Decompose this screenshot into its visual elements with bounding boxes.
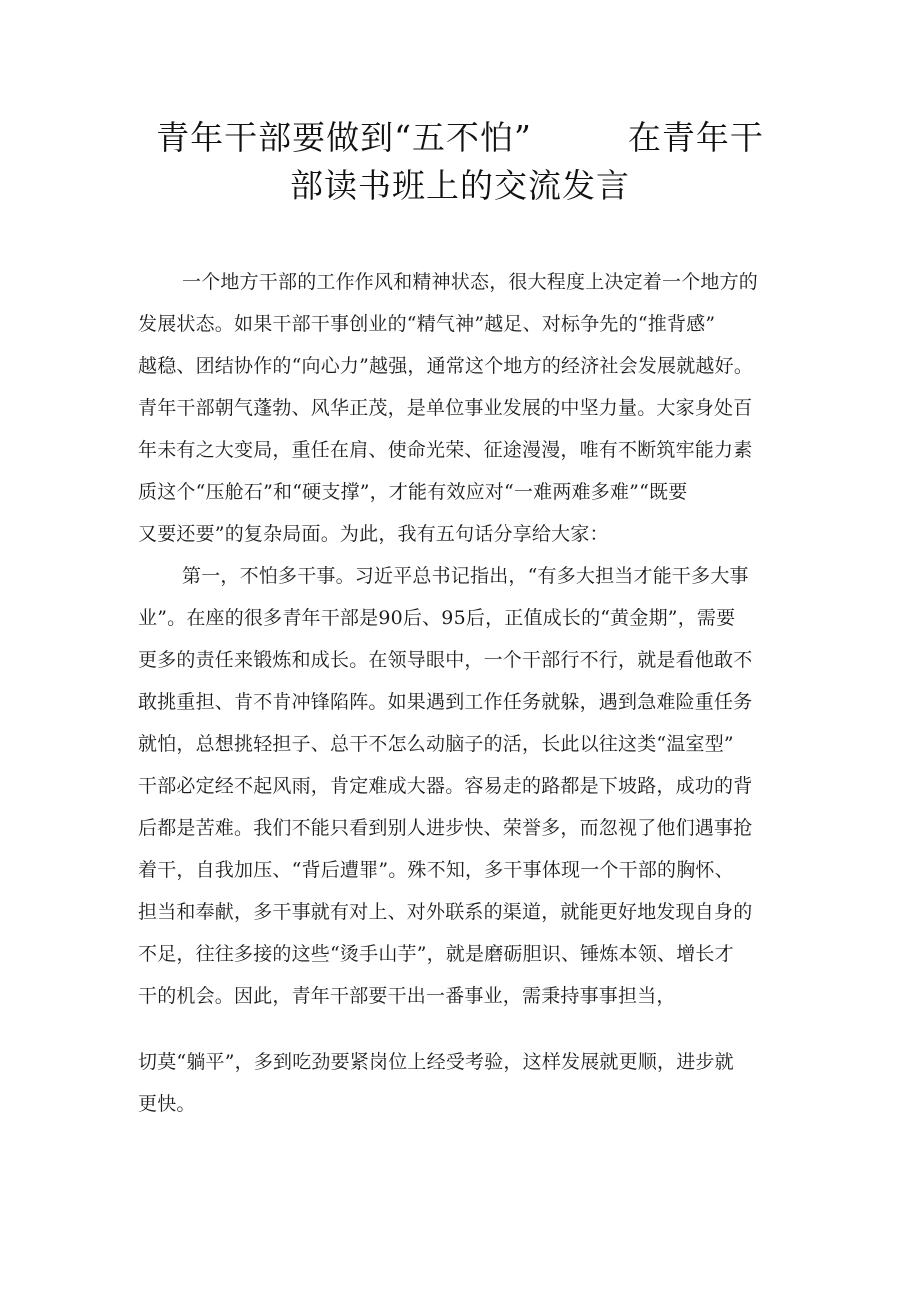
paragraph-line: 不足，往往多接的这些“烫手山芋”，就是磨砺胆识、锤炼本领、增长才 [138,943,734,965]
paragraph-line: 担当和奉献，多干事就有对上、对外联系的渠道，就能更好地发现自身的 [138,901,753,923]
paragraph-line: 更多的责任来锻炼和成长。在领导眼中，一个干部行不行，就是看他敢不 [138,649,753,671]
paragraph-line: 切莫“躺平”，多到吃劲要紧岗位上经受考验，这样发展就更顺，进步就 [138,1051,734,1073]
paragraph-line: 更快。 [138,1093,196,1115]
paragraph-line: 质这个“压舱石”和“硬支撑”，才能有效应对“一难两难多难”“既要 [138,481,688,503]
paragraph-line: 干的机会。因此，青年干部要干出一番事业，需秉持事事担当， [138,985,676,1007]
paragraph-line: 又要还要”的复杂局面。为此，我有五句话分享给大家： [138,523,609,545]
paragraph-line: 敢挑重担、肯不肯冲锋陷阵。如果遇到工作任务就躲，遇到急难险重任务 [138,691,753,713]
paragraph-line: 发展状态。如果干部干事创业的“精气神”越足、对标争先的“推背感” [138,313,716,335]
title-part-b: 在青年干 [627,118,764,157]
paragraph-line: 就怕，总想挑轻担子、总干不怎么动脑子的活，长此以往这类“温室型” [138,733,734,755]
document-title-line-2: 部读书班上的交流发言 [290,166,630,205]
paragraph-line: 一个地方干部的工作作风和精神状态，很大程度上决定着一个地方的 [182,271,759,293]
paragraph-line: 第一，不怕多干事。习近平总书记指出，“有多大担当才能干多大事 [182,565,749,587]
document-title-line-1 [0,118,920,158]
paragraph-line: 业”。在座的很多青年干部是90后、95后，正值成长的“黄金期”，需要 [138,607,736,629]
title-part-a: 青年干部要做到“五不怕” [156,118,532,157]
paragraph-line: 干部必定经不起风雨，肯定难成大器。容易走的路都是下坡路，成功的背 [138,775,753,797]
paragraph-line: 后都是苦难。我们不能只看到别人进步快、荣誉多，而忽视了他们遇事抢 [138,817,753,839]
paragraph-line: 年未有之大变局，重任在肩、使命光荣、征途漫漫，唯有不断筑牢能力素 [138,439,753,461]
paragraph-line: 着干，自我加压、“背后遭罪”。殊不知，多干事体现一个干部的胸怀、 [138,859,734,881]
paragraph-line: 越稳、团结协作的“向心力”越强，通常这个地方的经济社会发展就越好。 [138,355,754,377]
paragraph-line: 青年干部朝气蓬勃、风华正茂，是单位事业发展的中坚力量。大家身处百 [138,397,753,419]
